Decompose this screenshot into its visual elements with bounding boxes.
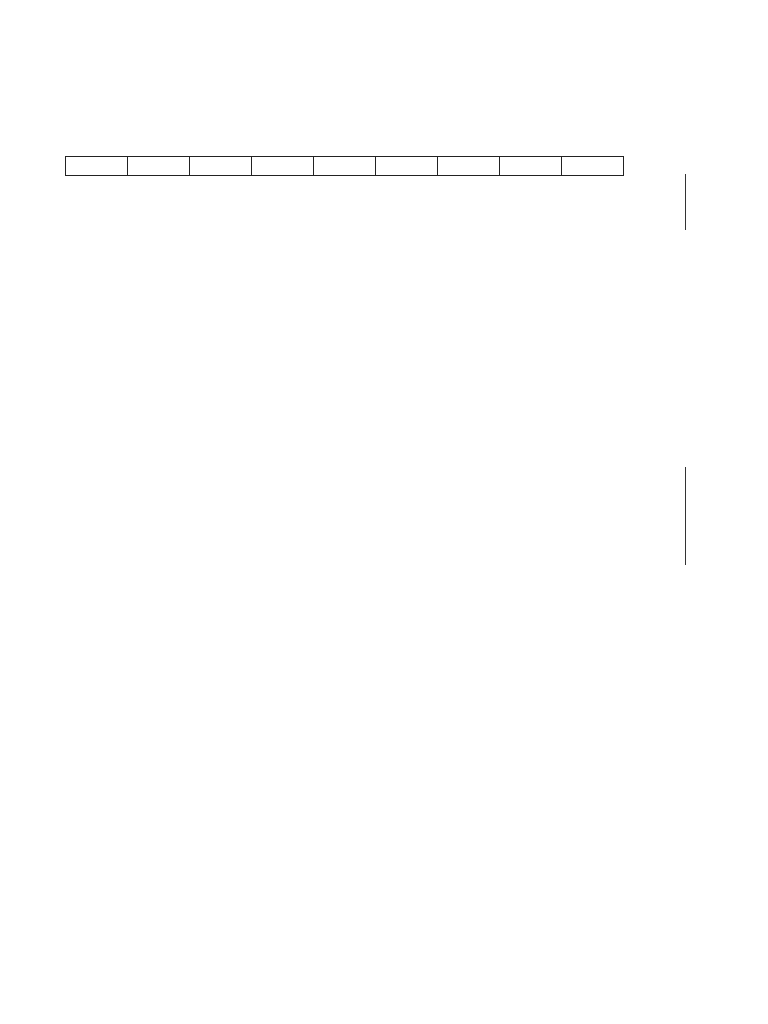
- divider-line: [685, 174, 686, 230]
- header-glukosa: [562, 157, 624, 176]
- header-imt: [376, 157, 438, 176]
- header-tb: [252, 157, 314, 176]
- header-gender: [128, 157, 190, 176]
- header-bb: [314, 157, 376, 176]
- divider-line: [685, 467, 686, 565]
- header-umur: [190, 157, 252, 176]
- header-no: [66, 157, 128, 176]
- table-header-row: [66, 157, 624, 176]
- header-td: [500, 157, 562, 176]
- results-table: [65, 156, 624, 176]
- header-lp: [438, 157, 500, 176]
